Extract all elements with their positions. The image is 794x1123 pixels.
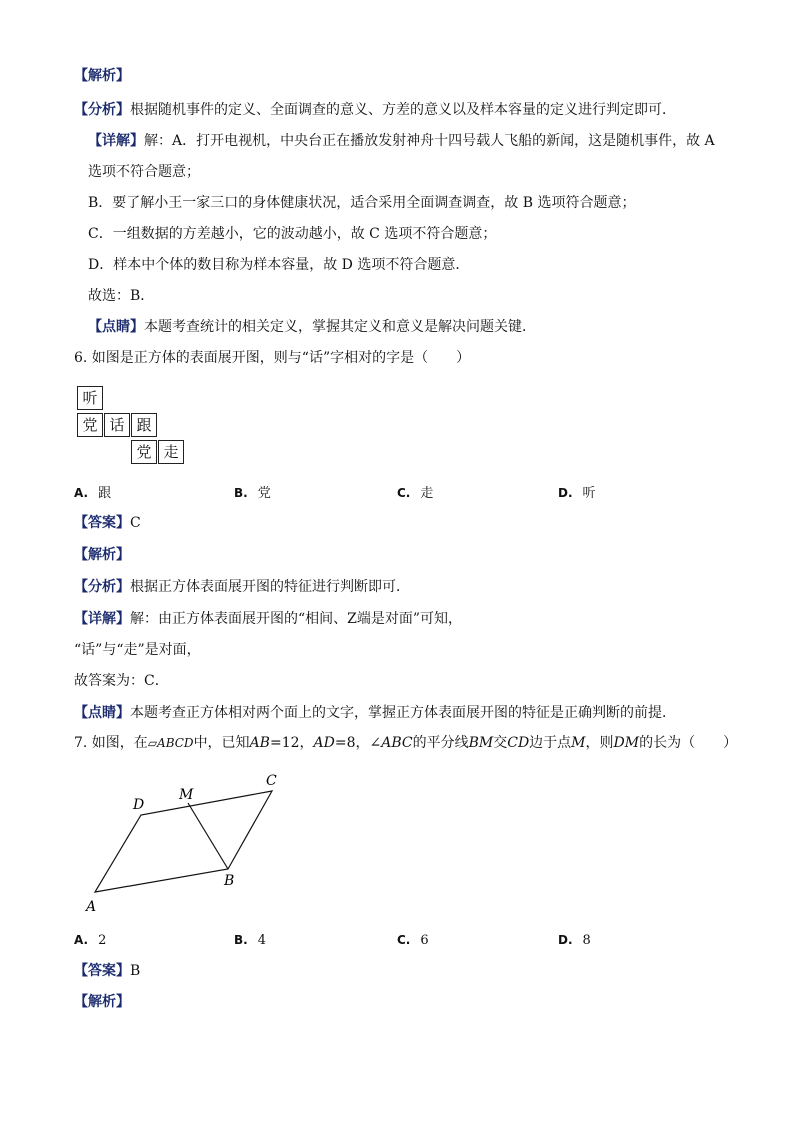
parallelogram-figure [60, 765, 300, 915]
q6-analysis-text: 根据正方体表面展开图的特征进行判断即可． [130, 579, 410, 595]
q6-option-d [558, 484, 596, 503]
q7-answer-value: B [130, 963, 141, 979]
q7-stem-part4: 的平分线 [412, 735, 469, 751]
q7-stem-part6: 边于点 [529, 735, 572, 751]
analysis-heading: 【解析】 [74, 68, 130, 84]
detail-option-c: C．一组数据的方差越小，它的波动越小，故 C 选项不符合题意； [88, 226, 497, 242]
q7-var-ad: AD [313, 735, 335, 751]
q6-detail-line2: “话”与“走”是对面， [74, 642, 201, 658]
q7-option-d [558, 931, 591, 950]
parallelogram-outline [95, 791, 272, 892]
q7-stem-part3: =8，∠ [334, 735, 382, 751]
q7-option-c-letter: C. [397, 933, 411, 947]
detail-continuation: 选项不符合题意； [88, 164, 200, 180]
q7-option-b [234, 931, 266, 950]
q7-stem [74, 734, 737, 752]
q7-var-abc: ABC [381, 735, 413, 751]
net-cell-2: 党 [77, 413, 103, 437]
q6-detail-line3: 故答案为：C． [74, 673, 169, 689]
q7-analysis-heading: 【解析】 [74, 994, 130, 1010]
q6-analysis-tag: 【分析】 [74, 579, 130, 595]
analysis-paragraph [74, 101, 676, 119]
q6-answer [74, 514, 141, 532]
point-label-m: M [179, 787, 194, 803]
q6-comment-tag: 【点睛】 [74, 705, 130, 721]
q7-option-b-text: 4 [257, 933, 266, 948]
comment-tag: 【点睛】 [88, 319, 144, 335]
choice-line: 故选：B． [88, 288, 155, 304]
q6-option-b [234, 484, 271, 503]
q6-option-b-text: 党 [257, 486, 271, 501]
q7-option-a-letter: A. [74, 933, 89, 947]
q6-detail-paragraph [74, 610, 462, 628]
q7-option-a-text: 2 [98, 933, 107, 948]
q7-stem-part2: =12， [269, 735, 314, 751]
q7-option-d-text: 8 [582, 933, 591, 948]
q6-option-c-letter: C. [397, 486, 411, 500]
q6-option-d-text: 听 [582, 486, 596, 501]
q6-answer-value: C [130, 515, 141, 531]
vertex-label-b: B [224, 873, 235, 889]
vertex-label-a: A [86, 899, 97, 915]
net-cell-4: 跟 [131, 413, 157, 437]
q6-detail-tag: 【详解】 [74, 611, 130, 627]
q6-option-a-text: 跟 [98, 486, 112, 501]
q7-answer-tag: 【答案】 [74, 963, 130, 979]
q6-analysis-heading: 【解析】 [74, 547, 130, 563]
detail-text: 解：A．打开电视机，中央台正在播放发射神舟十四号载人飞船的新闻，这是随机事件，故 A [144, 133, 715, 149]
q7-var-bm: BM [468, 735, 494, 751]
net-cell-5: 党 [131, 440, 157, 464]
q7-option-a [74, 931, 106, 950]
comment-paragraph [88, 318, 536, 336]
net-cell-6: 走 [158, 440, 184, 464]
q6-option-a-letter: A. [74, 486, 89, 500]
detail-option-d: D．样本中个体的数目称为样本容量，故 D 选项不符合题意． [88, 257, 470, 273]
q6-answer-tag: 【答案】 [74, 515, 130, 531]
q7-stem-part8: 的长为（ ） [639, 735, 738, 751]
detail-tag: 【详解】 [88, 133, 144, 149]
q6-stem: 6. 如图是正方体的表面展开图，则与“话”字相对的字是（ ） [74, 350, 471, 366]
vertex-label-c: C [266, 773, 277, 789]
detail-option-b: B．要了解小王一家三口的身体健康状况，适合采用全面调查调查，故 B 选项符合题意； [88, 195, 636, 211]
q6-comment-paragraph [74, 704, 676, 722]
analysis-tag: 【分析】 [74, 102, 130, 118]
q7-option-b-letter: B. [234, 933, 248, 947]
q6-option-c-text: 走 [420, 486, 434, 501]
q7-var-ab: AB [249, 735, 270, 751]
q7-option-c-text: 6 [420, 933, 429, 948]
q6-option-c [397, 484, 433, 503]
comment-text: 本题考查统计的相关定义，掌握其定义和意义是解决问题关键． [144, 319, 536, 335]
q6-analysis-paragraph [74, 578, 410, 596]
q7-var-cd: CD [507, 735, 530, 751]
q7-stem-part1: 中，已知 [193, 735, 250, 751]
vertex-label-d: D [133, 797, 145, 813]
net-cell-3: 话 [104, 413, 130, 437]
q6-option-d-letter: D. [558, 486, 573, 500]
q6-comment-text: 本题考查正方体相对两个面上的文字，掌握正方体表面展开图的特征是正确判断的前提． [130, 705, 676, 721]
q7-option-c [397, 931, 429, 950]
q7-answer [74, 962, 140, 980]
q7-var-dm: DM [613, 735, 640, 751]
q7-stem-part7: ，则 [585, 735, 614, 751]
q6-option-a [74, 484, 111, 503]
q6-option-b-letter: B. [234, 486, 248, 500]
q7-stem-part5: 交 [493, 735, 508, 751]
q7-option-d-letter: D. [558, 933, 573, 947]
bisector-bm [188, 803, 228, 869]
q6-detail-text: 解：由正方体表面展开图的“相间、Z端是对面”可知， [130, 611, 463, 627]
net-cell-1: 听 [77, 386, 103, 410]
q7-var-m: M [571, 735, 586, 751]
analysis-text: 根据随机事件的定义、全面调查的意义、方差的意义以及样本容量的定义进行判定即可． [130, 102, 676, 118]
q7-stem-number: 7. 如图，在 [74, 735, 148, 751]
q7-parallelogram-symbol: ▱ABCD [147, 736, 194, 750]
detail-paragraph [88, 132, 715, 150]
